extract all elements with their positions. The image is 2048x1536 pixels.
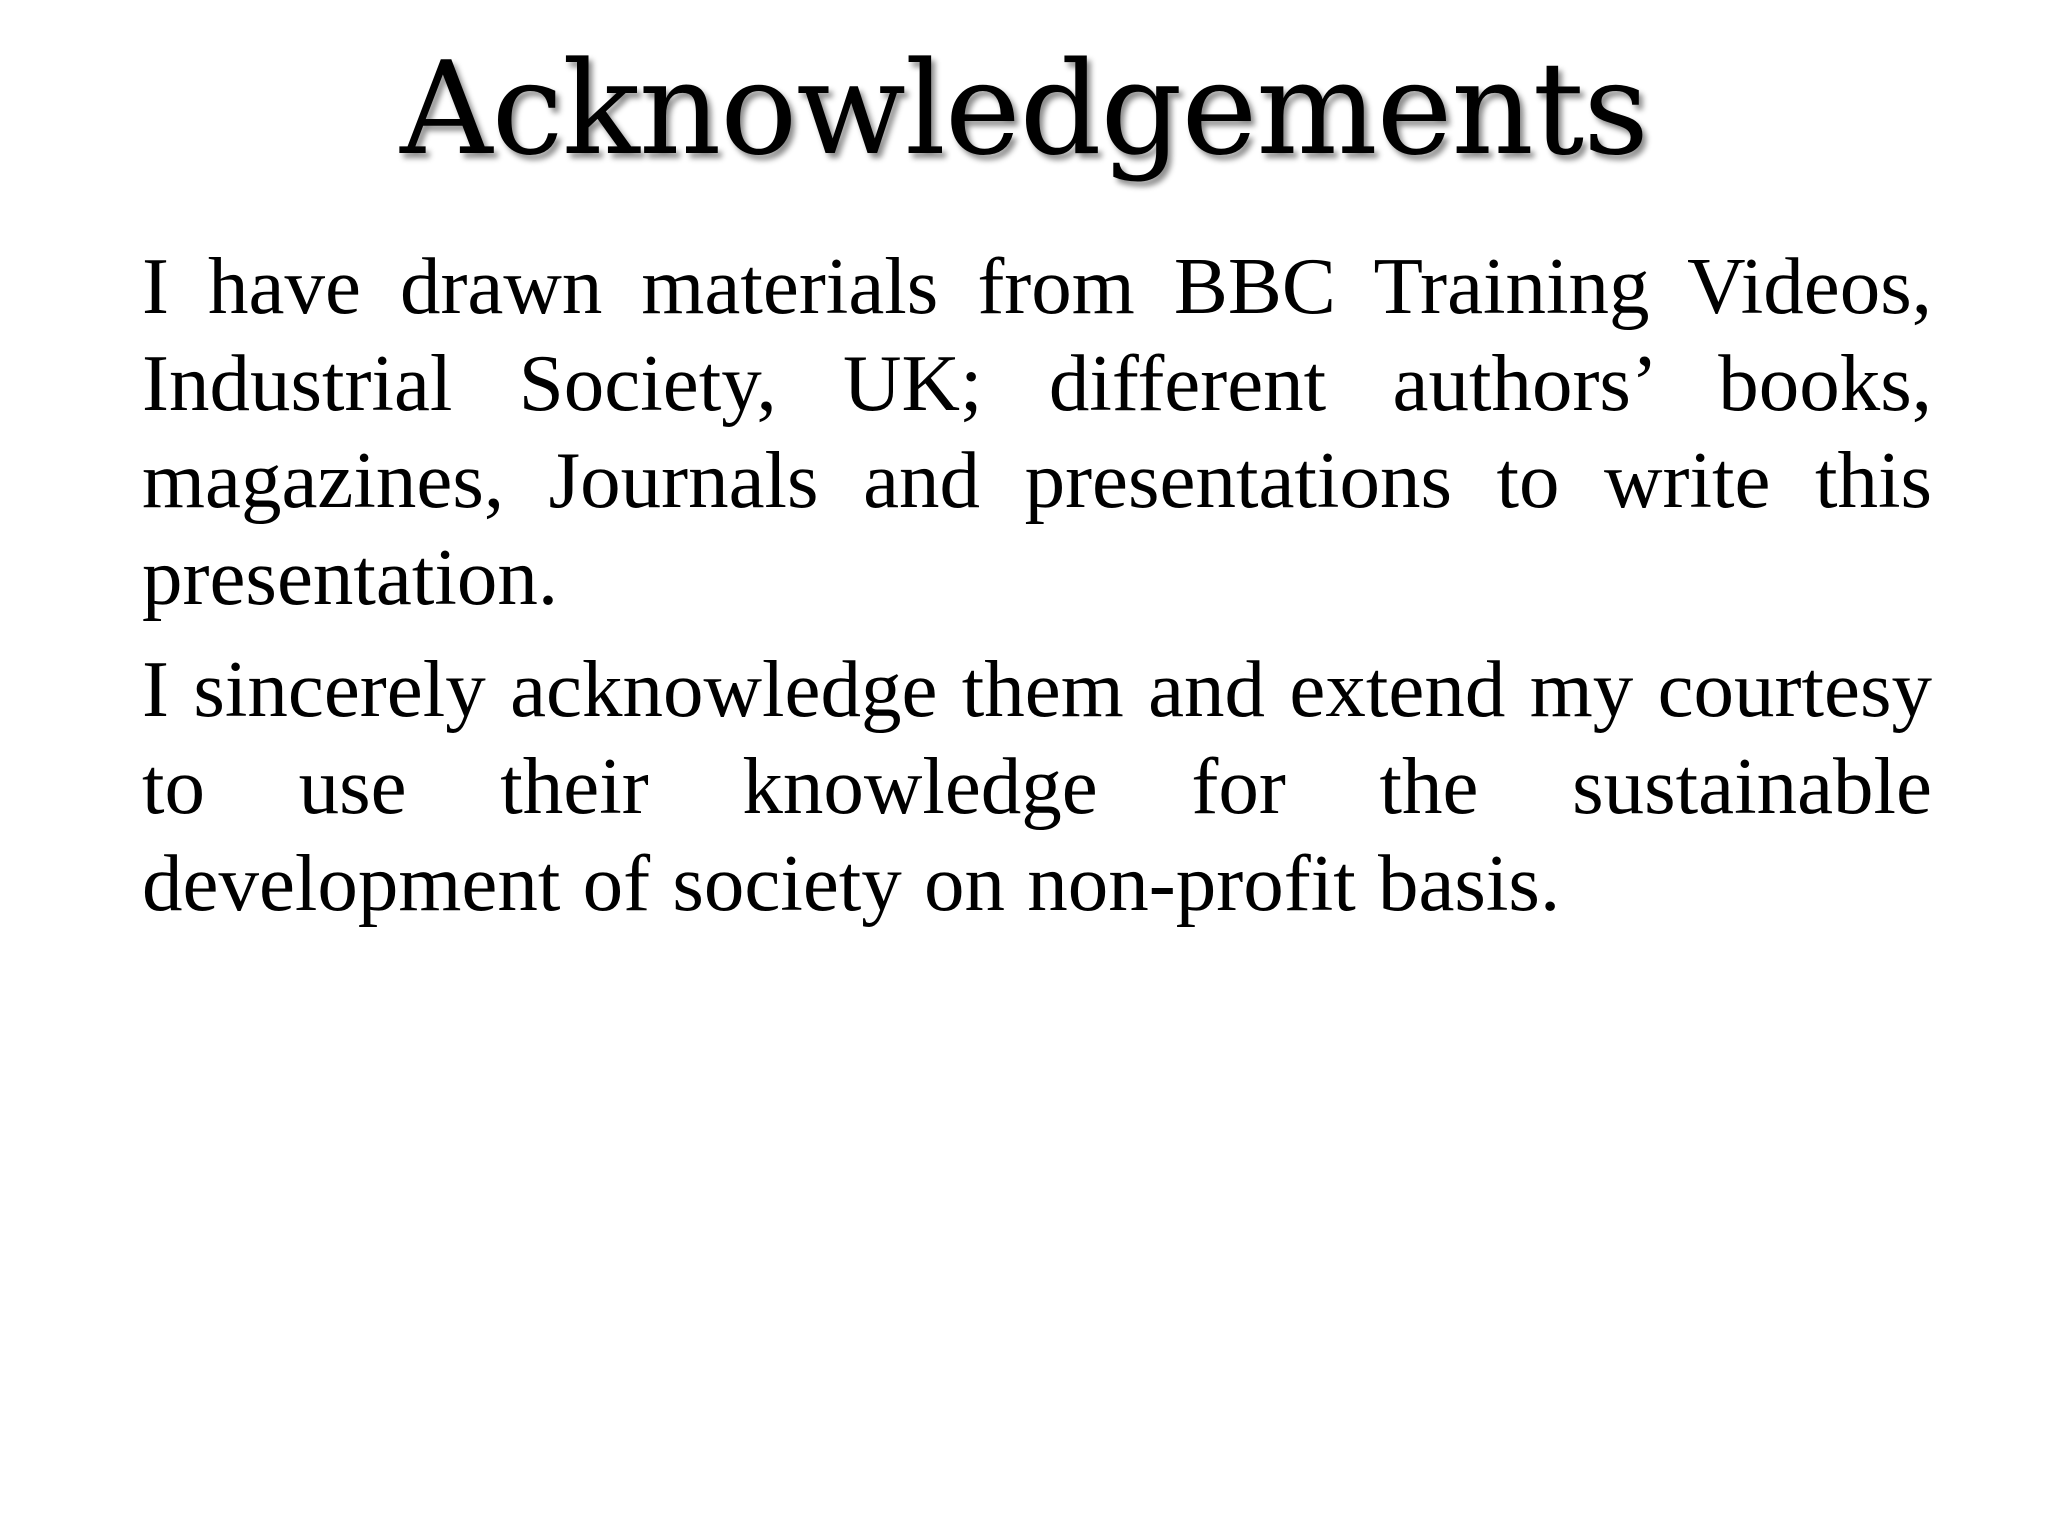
paragraph-acknowledgement: I sincerely acknowledge them and extend my courtesy to use their knowledge for the sustainable development of society on non-profit basis. [142, 644, 1932, 928]
paragraph-sources: I have drawn materials from BBC Training Videos, Industrial Society, UK; different authors’ books, magazines, Journals and presentations to write this presentation. [142, 241, 1932, 622]
slide-title: Acknowledgements [400, 35, 1648, 184]
slide-body [142, 238, 1932, 947]
